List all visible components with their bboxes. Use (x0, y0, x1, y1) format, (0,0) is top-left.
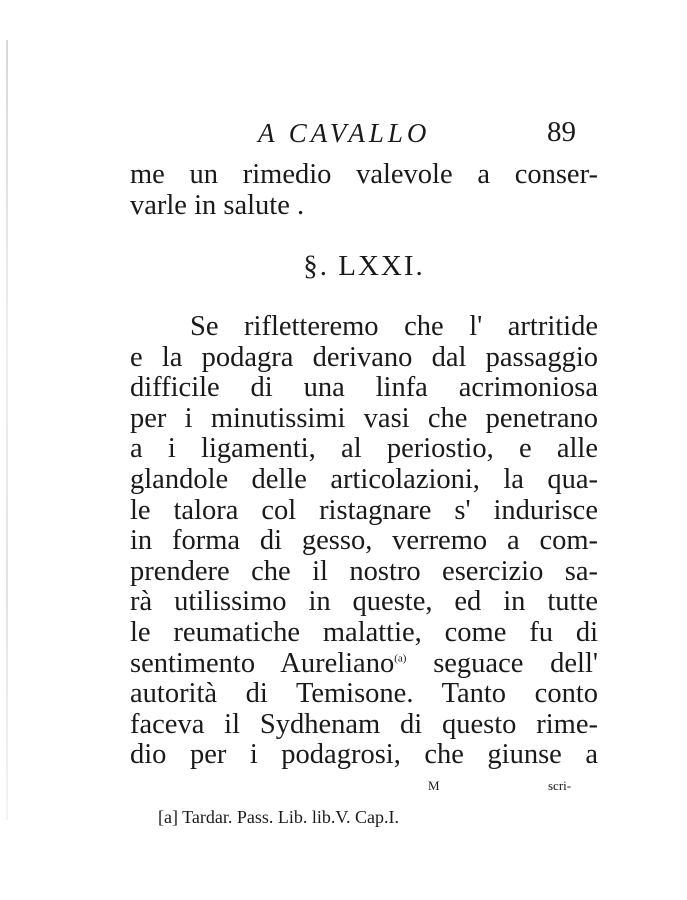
binding-gutter-shadow (6, 40, 8, 820)
text-line: varle in salute . (130, 189, 305, 221)
text-line: faceva il Sydhenam di questo rime- (130, 708, 598, 740)
text-line: Se rifletteremo che l' artritide (190, 311, 598, 342)
text-line: me un rimedio valevole a conser- (130, 159, 598, 190)
running-head (258, 118, 598, 148)
text-line: glandole delle articolazioni, la qua- (130, 463, 598, 495)
footnote-marker: (a) (394, 652, 407, 665)
text-line: le reumatiche malattie, come fu di (130, 616, 598, 648)
text-line: autorità di Temisone. Tanto conto (130, 678, 598, 710)
text-line: per i minutissimi vasi che penetrano (130, 402, 598, 434)
page-number: 89 (547, 116, 576, 148)
text-line-with-note (130, 649, 598, 680)
text-line: e la podagra derivano dal passaggio (130, 341, 598, 373)
catchword: scri- (548, 778, 572, 793)
text-line: le talora col ristagnare s' indurisce (130, 494, 598, 526)
signature-mark: M (428, 778, 440, 793)
text-line: in forma di gesso, verremo a com- (130, 525, 598, 557)
note-line-after: seguace dell' (406, 647, 599, 679)
text-line: rà utilissimo in queste, ed in tutte (130, 586, 598, 618)
text-line: dio per i podagrosi, che giunse a (130, 739, 598, 771)
text-line: a i ligamenti, al periostio, e alle (130, 433, 598, 465)
text-line: difficile di una linfa acrimoniosa (130, 372, 598, 404)
text-line: prendere che il nostro esercizio sa- (130, 555, 598, 587)
footnote: [a] Tardar. Pass. Lib. lib.V. Cap.I. (158, 807, 400, 827)
section-paragraph (130, 312, 598, 771)
note-line-before: sentimento Aureliano (130, 647, 395, 679)
running-head-title: A CAVALLO (258, 118, 431, 148)
section-heading: §. LXXI. (303, 250, 425, 282)
continuation-text (130, 160, 598, 221)
